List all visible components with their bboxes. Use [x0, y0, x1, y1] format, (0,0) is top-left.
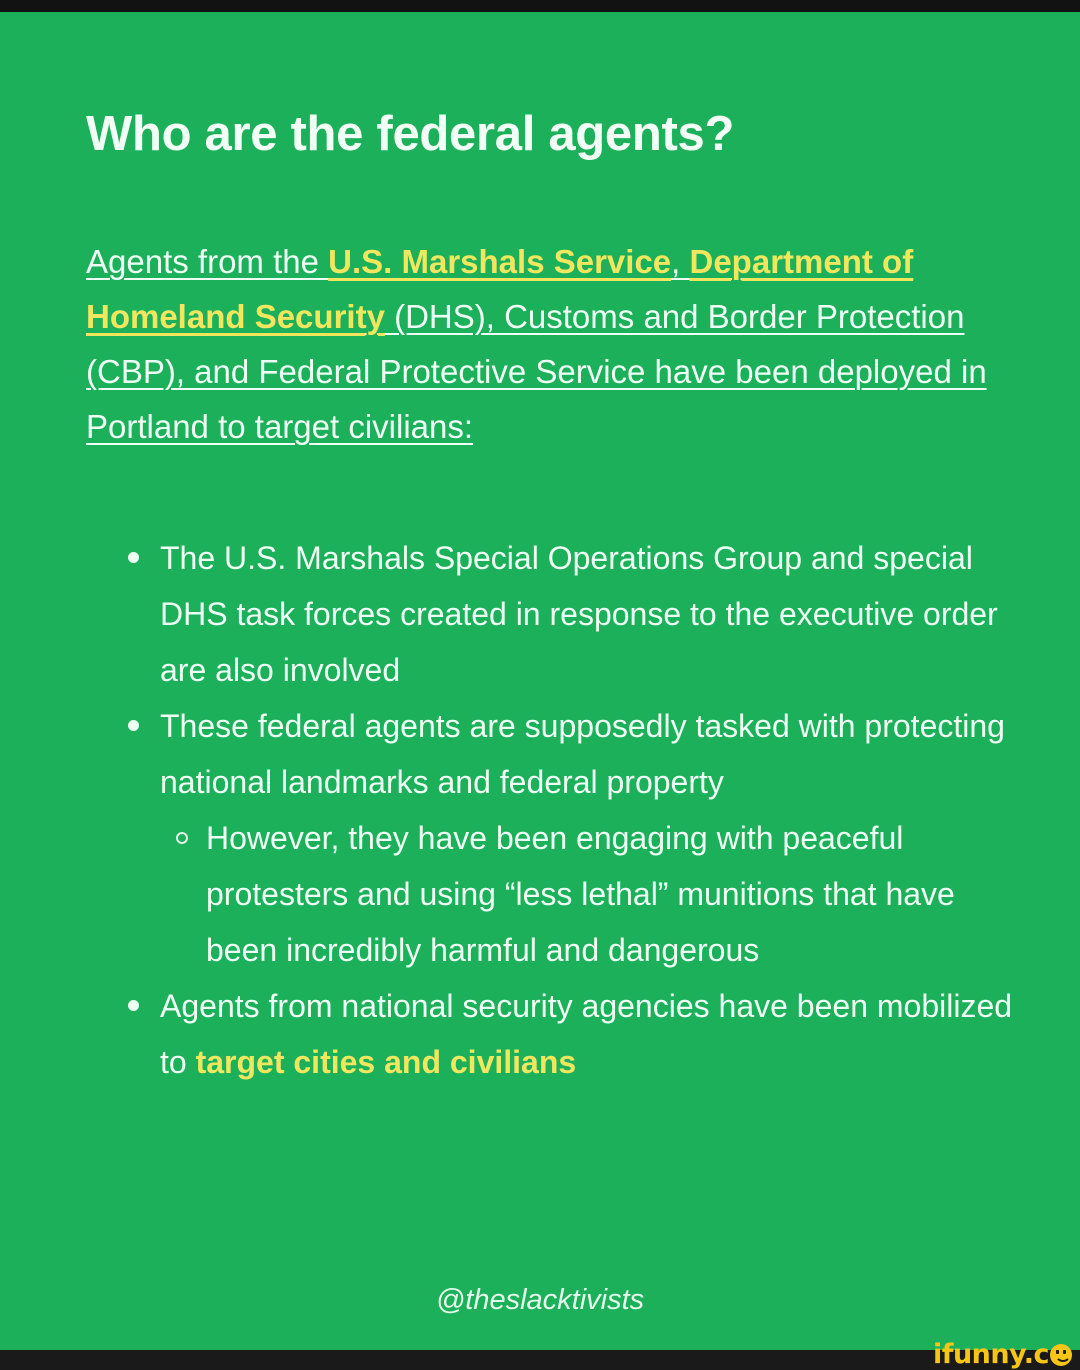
sub-list-item-label: However, they have been engaging with peaceful protesters and using “less lethal” munitions that have been incredibly harmful and dangerous: [206, 820, 955, 968]
top-letterbox-band: [0, 0, 1080, 12]
intro-text-part2: ,: [671, 243, 690, 280]
list-item-label: These federal agents are supposedly tasked with protecting national landmarks and federal property: [160, 708, 1005, 800]
intro-text-part1: Agents from the: [86, 243, 329, 280]
intro-paragraph: [86, 234, 992, 454]
highlight-us-marshals-service: U.S. Marshals Service: [328, 243, 672, 280]
bullet-dot-icon: [128, 720, 139, 731]
list-item: [120, 698, 1020, 810]
list-item-label: The U.S. Marshals Special Operations Group and special DHS task forces created in response to the executive order are also involved: [160, 540, 998, 688]
smiley-mouth: [1055, 1354, 1071, 1362]
list-item-label: Agents from national security agencies have been mobilized to: [160, 988, 1013, 1080]
ifunny-watermark-text: ifunny.c: [932, 1339, 1049, 1370]
author-handle: @theslacktivists: [435, 1284, 645, 1316]
bullet-ring-icon: [176, 832, 188, 844]
green-content-card: [0, 12, 1080, 1350]
list-item: [120, 530, 1020, 698]
list-item: [120, 978, 1020, 1090]
bullet-list: [120, 530, 1020, 1090]
highlight-target-cities-and-civilians: target cities and civilians: [195, 1044, 577, 1080]
intro-text-part3: (DHS), Customs and Border Protection (CBP), and Federal Protective Service have been deployed in Portland to target civilians:: [86, 298, 987, 445]
highlight-department-homeland-security: Department of Homeland Security: [86, 243, 914, 335]
bottom-letterbox-band: [0, 1350, 1080, 1370]
bullet-dot-icon: [128, 552, 139, 563]
smiley-eye-left: [1056, 1350, 1059, 1354]
smiley-eye-right: [1063, 1350, 1066, 1354]
page-title: Who are the federal agents?: [86, 107, 735, 161]
sub-list-item: [120, 810, 1020, 978]
ifunny-watermark: [933, 1339, 1072, 1370]
smiley-face-icon: [1050, 1344, 1072, 1366]
bullet-dot-icon: [128, 1000, 139, 1011]
